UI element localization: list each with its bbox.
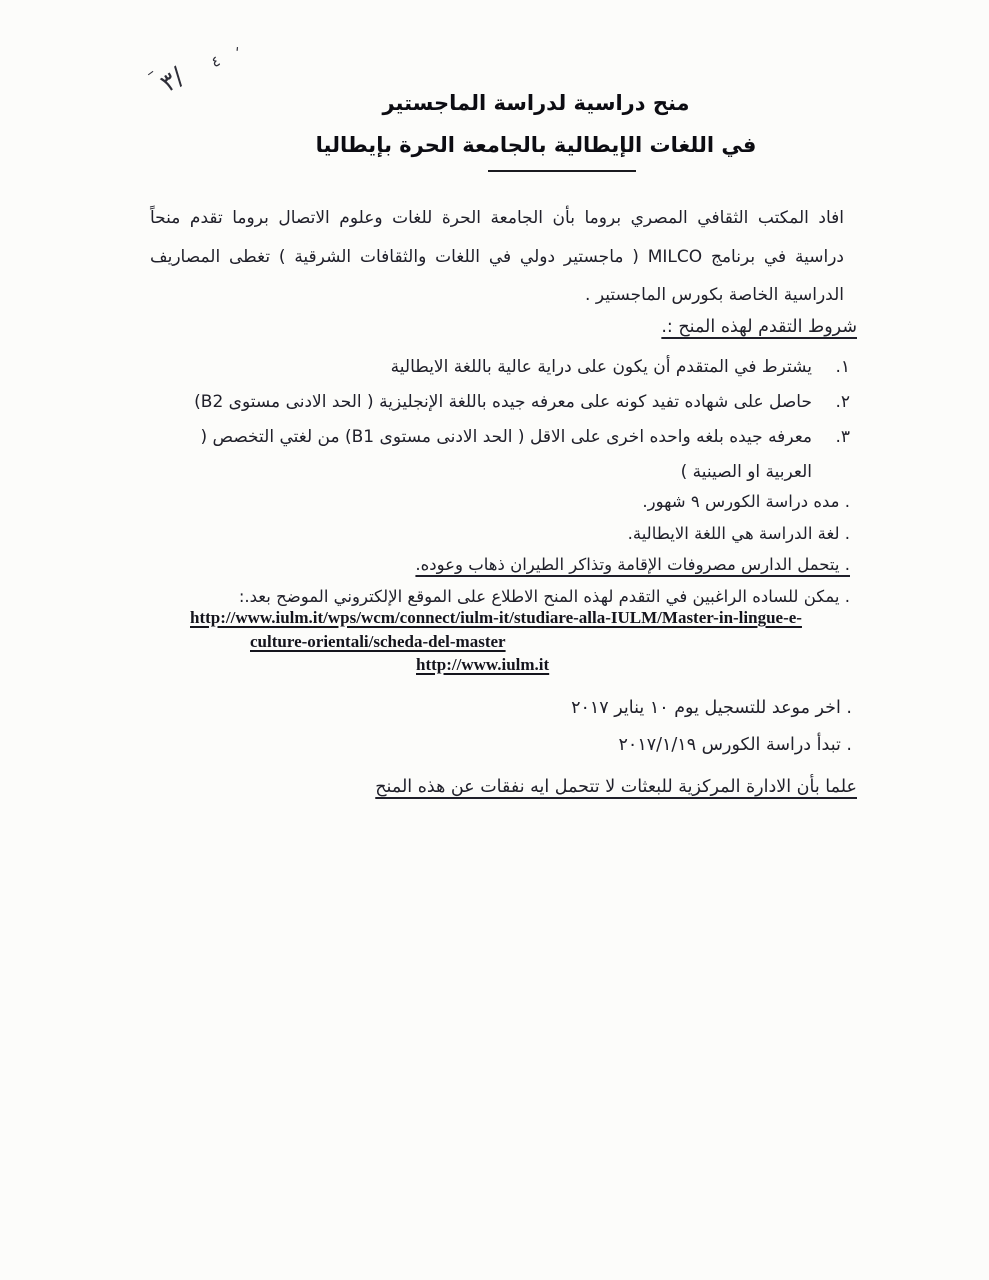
item-text: معرفه جيده بلغه واحده اخرى على الاقل ( الحد الادنى مستوى B1) من لغتي التخصص ( العربية او الصينية ) [200,427,812,482]
item-text: حاصل على شهاده تفيد كونه على معرفه جيده باللغة الإنجليزية ( الحد الادنى مستوى B2) [194,392,812,412]
conditions-list [150,350,850,490]
iulm-home-url[interactable]: http://www.iulm.it [416,655,550,674]
condition-item [150,385,850,420]
dates-section [150,690,852,763]
course-start-line: . تبدأ دراسة الكورس ٢٠١٧/١/١٩ [618,734,852,755]
document-title-line2: في اللغات الإيطالية بالجامعة الحرة بإيطاليا [315,133,757,157]
expenses-responsibility-bullet: . يتحمل الدارس مصروفات الإقامة وتذاكر الطيران ذهاب وعوده. [415,555,850,574]
website-info-bullet: . يمكن للساده الراغبين في التقدم لهذه المنح الاطلاع على الموقع الإلكتروني الموضح بعد.: [238,586,850,606]
intro-paragraph: افاد المكتب الثقافي المصري بروما بأن الجامعة الحرة للغات وعلوم الاتصال بروما تقدم منحاً دراسية في برنامج MILCO ( ماجستير دولي في اللغات والثقافات الشرقية ) تغطى المصاريف الدراسية الخاصة بكورس الماجستير . [150,208,844,305]
item-text: يشترط في المتقدم أن يكون على دراية عالية باللغة الايطالية [390,357,812,377]
website-links [150,606,857,677]
iulm-master-url-line2[interactable]: culture-orientali/scheda-del-master [250,631,506,651]
course-duration-bullet: . مده دراسة الكورس ٩ شهور. [642,492,850,511]
registration-deadline-line: . اخر موعد للتسجيل يوم ١٠ يناير ٢٠١٧ [571,698,852,718]
bullet-list [150,486,850,612]
item-number: ٢. [835,392,850,412]
iulm-master-url-line1[interactable]: http://www.iulm.it/wps/wcm/connect/iulm-it/studiare-alla-IULM/Master-in-lingue-e- [190,608,802,627]
footer-section [150,777,857,797]
document-title [186,82,886,166]
pen-tick: ' [234,45,240,62]
footer-note: علما بأن الادارة المركزية للبعثات لا تتحمل ايه نفقات عن هذه المنح [375,777,857,797]
item-number: ١. [835,357,850,377]
handwritten-small-numeral: ٤ [208,51,223,72]
item-number: ٣. [835,427,850,447]
conditions-heading: شروط التقدم لهذه المنح :. [661,317,857,337]
condition-item [150,420,850,490]
handwritten-numeral: ٣/ [155,61,190,98]
condition-item [150,350,850,385]
title-divider-rule [488,170,636,172]
pen-stroke: – [141,62,159,82]
document-title-line1: منح دراسية لدراسة الماجستير [382,91,690,115]
course-language-bullet: . لغة الدراسة هي اللغة الايطالية. [627,523,850,543]
